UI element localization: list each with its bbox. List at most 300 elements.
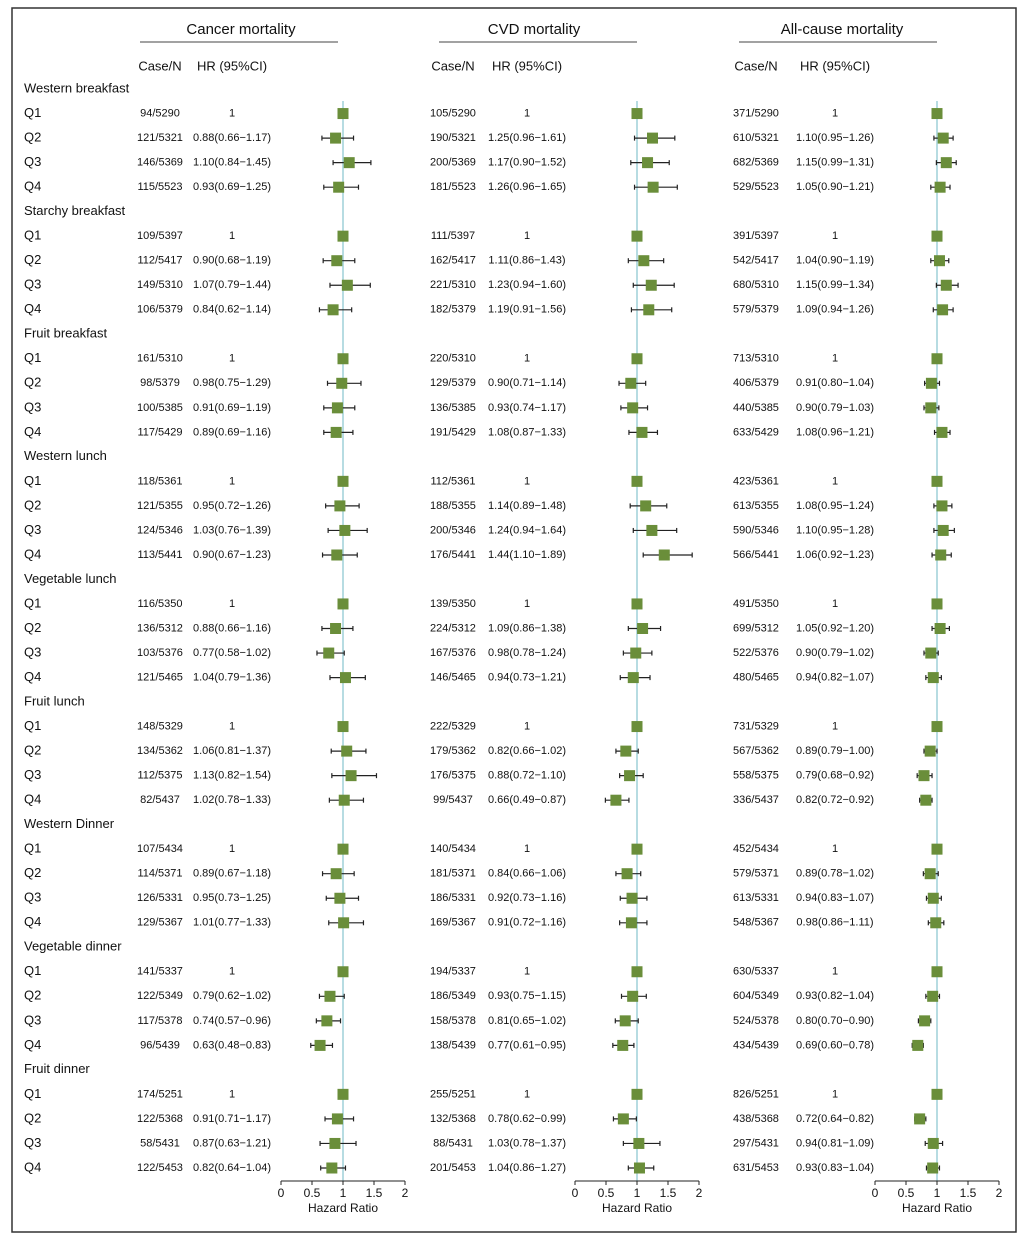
hr-point-marker <box>323 648 334 659</box>
case-count: 633/5429 <box>733 426 779 439</box>
quartile-label: Q3 <box>24 1134 42 1150</box>
case-count: 438/5368 <box>733 1112 779 1125</box>
hr-point-marker <box>331 427 342 438</box>
hazard-ratio-value: 1.05(0.90−1.21) <box>796 181 874 194</box>
case-count: 440/5385 <box>733 401 779 414</box>
case-count: 58/5431 <box>140 1137 180 1150</box>
case-count: 169/5367 <box>430 916 476 929</box>
x-tick-label: 0.5 <box>897 1186 915 1201</box>
hr-point-marker <box>914 1113 925 1124</box>
case-count: 109/5397 <box>137 230 183 243</box>
hazard-ratio-value: 0.98(0.86−1.11) <box>796 916 874 929</box>
hazard-ratio-value: 0.90(0.79−1.02) <box>796 646 874 659</box>
case-count: 524/5378 <box>733 1014 779 1027</box>
hr-point-marker <box>632 1089 643 1100</box>
case-count: 336/5437 <box>733 794 779 807</box>
case-count: 522/5376 <box>733 646 779 659</box>
quartile-label: Q4 <box>24 1159 42 1175</box>
case-count: 139/5350 <box>430 597 476 610</box>
hr-point-marker <box>326 1163 337 1174</box>
case-count: 122/5349 <box>137 990 183 1003</box>
hazard-ratio-value: 1 <box>523 1088 531 1101</box>
hazard-ratio-value: 1.13(0.82−1.54) <box>193 769 271 782</box>
group-label: Western Dinner <box>24 816 115 832</box>
group-label: Western lunch <box>24 448 107 464</box>
hr-point-marker <box>932 966 943 977</box>
group-label: Starchy breakfast <box>24 203 126 219</box>
hr-point-marker <box>932 721 943 732</box>
hr-point-marker <box>331 868 342 879</box>
hazard-ratio-value: 0.69(0.60−0.78) <box>796 1039 874 1052</box>
x-axis-label: Hazard Ratio <box>601 1201 673 1216</box>
hazard-ratio-value: 1 <box>523 720 531 733</box>
case-count: 391/5397 <box>733 230 779 243</box>
case-count: 826/5251 <box>733 1088 779 1101</box>
hr-point-marker <box>932 108 943 119</box>
hazard-ratio-value: 0.81(0.65−1.02) <box>488 1014 566 1027</box>
group-label: Vegetable dinner <box>24 938 122 954</box>
hr-point-marker <box>941 157 952 168</box>
case-count: 121/5355 <box>137 499 183 512</box>
quartile-label: Q4 <box>24 178 42 194</box>
column-header-cases: Case/N <box>734 58 778 74</box>
hr-point-marker <box>638 255 649 266</box>
hr-point-marker <box>333 182 344 193</box>
hazard-ratio-value: 1 <box>228 597 236 610</box>
case-count: 371/5290 <box>733 107 779 120</box>
hr-point-marker <box>630 648 641 659</box>
quartile-label: Q2 <box>24 619 42 635</box>
hazard-ratio-value: 0.98(0.75−1.29) <box>193 377 271 390</box>
case-count: 96/5439 <box>140 1039 180 1052</box>
group-label: Fruit breakfast <box>24 325 108 341</box>
hr-point-marker <box>925 402 936 413</box>
hr-point-marker <box>331 550 342 561</box>
case-count: 221/5310 <box>430 279 476 292</box>
case-count: 167/5376 <box>430 646 476 659</box>
hazard-ratio-value: 1 <box>831 107 839 120</box>
hazard-ratio-value: 1.07(0.79−1.44) <box>193 279 271 292</box>
case-count: 255/5251 <box>430 1088 476 1101</box>
hazard-ratio-value: 0.92(0.73−1.16) <box>488 892 566 905</box>
group-label: Fruit dinner <box>24 1061 90 1077</box>
hr-point-marker <box>341 746 352 757</box>
hazard-ratio-value: 1.01(0.77−1.33) <box>193 916 271 929</box>
hr-point-marker <box>633 1138 644 1149</box>
case-count: 82/5437 <box>140 794 180 807</box>
column-header-hr: HR (95%CI) <box>491 58 563 74</box>
case-count: 631/5453 <box>733 1161 779 1174</box>
case-count: 176/5441 <box>430 548 476 561</box>
case-count: 129/5379 <box>430 377 476 390</box>
hr-point-marker <box>338 598 349 609</box>
case-count: 191/5429 <box>430 426 476 439</box>
hazard-ratio-value: 0.80(0.70−0.90) <box>796 1014 874 1027</box>
case-count: 116/5350 <box>137 597 183 610</box>
hr-point-marker <box>934 255 945 266</box>
case-count: 179/5362 <box>430 745 476 758</box>
quartile-label: Q4 <box>24 669 42 685</box>
hr-point-marker <box>632 476 643 487</box>
hazard-ratio-value: 1.10(0.95−1.28) <box>796 524 874 537</box>
quartile-label: Q2 <box>24 742 42 758</box>
hr-point-marker <box>329 1138 340 1149</box>
hazard-ratio-value: 1 <box>523 230 531 243</box>
hazard-ratio-value: 0.95(0.72−1.26) <box>193 499 271 512</box>
hr-point-marker <box>636 427 647 438</box>
case-count: 713/5310 <box>733 352 779 365</box>
quartile-label: Q1 <box>24 595 42 611</box>
case-count: 129/5367 <box>137 916 183 929</box>
hazard-ratio-value: 1 <box>228 475 236 488</box>
quartile-label: Q2 <box>24 252 42 268</box>
case-count: 567/5362 <box>733 745 779 758</box>
panel-title: Cancer mortality <box>186 20 296 38</box>
hazard-ratio-value: 1 <box>228 107 236 120</box>
case-count: 200/5346 <box>430 524 476 537</box>
case-count: 100/5385 <box>137 401 183 414</box>
hazard-ratio-value: 1.44(1.10−1.89) <box>488 548 566 561</box>
hazard-ratio-value: 1.06(0.81−1.37) <box>193 745 271 758</box>
hr-point-marker <box>618 1113 629 1124</box>
quartile-label: Q4 <box>24 423 42 439</box>
hazard-ratio-value: 0.87(0.63−1.21) <box>193 1137 271 1150</box>
hr-point-marker <box>336 378 347 389</box>
x-tick-label: 1 <box>633 1186 641 1201</box>
case-count: 107/5434 <box>137 843 183 856</box>
hr-point-marker <box>640 500 651 511</box>
hr-point-marker <box>625 378 636 389</box>
hazard-ratio-value: 0.78(0.62−0.99) <box>488 1112 566 1125</box>
hazard-ratio-value: 0.88(0.72−1.10) <box>488 769 566 782</box>
hazard-ratio-value: 0.82(0.64−1.04) <box>193 1161 271 1174</box>
hazard-ratio-value: 1 <box>831 597 839 610</box>
hr-point-marker <box>339 525 350 536</box>
hr-point-marker <box>344 157 355 168</box>
hazard-ratio-value: 1.09(0.94−1.26) <box>796 303 874 316</box>
hazard-ratio-value: 0.91(0.71−1.17) <box>193 1112 271 1125</box>
hazard-ratio-value: 1.10(0.84−1.45) <box>193 156 271 169</box>
x-tick-label: 1.5 <box>365 1186 383 1201</box>
x-tick-label: 0 <box>871 1186 879 1201</box>
hr-point-marker <box>938 133 949 144</box>
hazard-ratio-value: 1.24(0.94−1.64) <box>488 524 566 537</box>
hazard-ratio-value: 0.90(0.67−1.23) <box>193 548 271 561</box>
hr-point-marker <box>617 1040 628 1051</box>
case-count: 121/5321 <box>137 132 183 145</box>
quartile-label: Q4 <box>24 301 42 317</box>
hazard-ratio-value: 1.04(0.79−1.36) <box>193 671 271 684</box>
hr-point-marker <box>932 844 943 855</box>
hr-point-marker <box>912 1040 923 1051</box>
hr-point-marker <box>928 1138 939 1149</box>
hazard-ratio-value: 1.08(0.96−1.21) <box>796 426 874 439</box>
hr-point-marker <box>632 721 643 732</box>
hazard-ratio-value: 1.03(0.78−1.37) <box>488 1137 566 1150</box>
hazard-ratio-value: 1.09(0.86−1.38) <box>488 622 566 635</box>
case-count: 610/5321 <box>733 132 779 145</box>
hazard-ratio-value: 0.77(0.61−0.95) <box>488 1039 566 1052</box>
case-count: 548/5367 <box>733 916 779 929</box>
hazard-ratio-value: 1 <box>228 965 236 978</box>
quartile-label: Q3 <box>24 644 42 660</box>
hazard-ratio-value: 0.93(0.83−1.04) <box>796 1161 874 1174</box>
hazard-ratio-value: 1.26(0.96−1.65) <box>488 181 566 194</box>
quartile-label: Q1 <box>24 963 42 979</box>
hr-point-marker <box>338 108 349 119</box>
case-count: 146/5369 <box>137 156 183 169</box>
x-tick-label: 1 <box>339 1186 347 1201</box>
hazard-ratio-value: 1 <box>228 1088 236 1101</box>
hr-point-marker <box>627 893 638 904</box>
quartile-label: Q4 <box>24 1036 42 1052</box>
case-count: 105/5290 <box>430 107 476 120</box>
hazard-ratio-value: 0.93(0.69−1.25) <box>193 181 271 194</box>
quartile-label: Q3 <box>24 399 42 415</box>
hr-point-marker <box>927 991 938 1002</box>
hazard-ratio-value: 1 <box>831 965 839 978</box>
hazard-ratio-value: 0.82(0.72−0.92) <box>796 794 874 807</box>
case-count: 158/5378 <box>430 1014 476 1027</box>
hr-point-marker <box>920 795 931 806</box>
hr-point-marker <box>632 966 643 977</box>
hr-point-marker <box>340 672 351 683</box>
case-count: 579/5379 <box>733 303 779 316</box>
hazard-ratio-value: 0.94(0.82−1.07) <box>796 671 874 684</box>
case-count: 680/5310 <box>733 279 779 292</box>
hazard-ratio-value: 1.04(0.90−1.19) <box>796 254 874 267</box>
hazard-ratio-value: 0.91(0.80−1.04) <box>796 377 874 390</box>
hr-point-marker <box>642 157 653 168</box>
quartile-label: Q1 <box>24 227 42 243</box>
hr-point-marker <box>932 1089 943 1100</box>
case-count: 136/5312 <box>137 622 183 635</box>
case-count: 558/5375 <box>733 769 779 782</box>
case-count: 98/5379 <box>140 377 180 390</box>
hazard-ratio-value: 0.88(0.66−1.16) <box>193 622 271 635</box>
quartile-label: Q3 <box>24 521 42 537</box>
hr-point-marker <box>928 672 939 683</box>
case-count: 406/5379 <box>733 377 779 390</box>
hr-point-marker <box>928 893 939 904</box>
case-count: 118/5361 <box>137 475 183 488</box>
hr-point-marker <box>315 1040 326 1051</box>
case-count: 186/5349 <box>430 990 476 1003</box>
x-tick-label: 1.5 <box>659 1186 677 1201</box>
hr-point-marker <box>334 893 345 904</box>
hazard-ratio-value: 1 <box>831 1088 839 1101</box>
case-count: 121/5465 <box>137 671 183 684</box>
quartile-label: Q3 <box>24 276 42 292</box>
hr-point-marker <box>346 770 357 781</box>
hazard-ratio-value: 1.23(0.94−1.60) <box>488 279 566 292</box>
hr-point-marker <box>338 844 349 855</box>
case-count: 115/5523 <box>137 181 183 194</box>
hazard-ratio-value: 0.89(0.78−1.02) <box>796 867 874 880</box>
hazard-ratio-value: 0.93(0.74−1.17) <box>488 401 566 414</box>
hr-point-marker <box>334 500 345 511</box>
hazard-ratio-value: 0.93(0.82−1.04) <box>796 990 874 1003</box>
hr-point-marker <box>632 844 643 855</box>
hazard-ratio-value: 1 <box>228 720 236 733</box>
hazard-ratio-value: 0.89(0.79−1.00) <box>796 745 874 758</box>
x-tick-label: 2 <box>995 1186 1003 1201</box>
case-count: 434/5439 <box>733 1039 779 1052</box>
hazard-ratio-value: 1 <box>831 230 839 243</box>
hr-point-marker <box>930 917 941 928</box>
case-count: 88/5431 <box>433 1137 473 1150</box>
x-tick-label: 0 <box>277 1186 285 1201</box>
hr-point-marker <box>935 182 946 193</box>
case-count: 146/5465 <box>430 671 476 684</box>
case-count: 297/5431 <box>733 1137 779 1150</box>
quartile-label: Q4 <box>24 546 42 562</box>
hr-point-marker <box>926 378 937 389</box>
hr-point-marker <box>935 623 946 634</box>
case-count: 222/5329 <box>430 720 476 733</box>
hazard-ratio-value: 1.10(0.95−1.26) <box>796 132 874 145</box>
case-count: 224/5312 <box>430 622 476 635</box>
hr-point-marker <box>627 991 638 1002</box>
case-count: 112/5361 <box>430 475 476 488</box>
hazard-ratio-value: 0.98(0.78−1.24) <box>488 646 566 659</box>
group-label: Fruit lunch <box>24 693 85 709</box>
case-count: 114/5371 <box>137 867 183 880</box>
x-tick-label: 2 <box>401 1186 409 1201</box>
quartile-label: Q3 <box>24 1012 42 1028</box>
case-count: 188/5355 <box>430 499 476 512</box>
case-count: 186/5331 <box>430 892 476 905</box>
hazard-ratio-value: 1.25(0.96−1.61) <box>488 132 566 145</box>
quartile-label: Q2 <box>24 374 42 390</box>
hazard-ratio-value: 1.05(0.92−1.20) <box>796 622 874 635</box>
quartile-label: Q1 <box>24 1085 42 1101</box>
hazard-ratio-value: 1.06(0.92−1.23) <box>796 548 874 561</box>
case-count: 103/5376 <box>137 646 183 659</box>
hazard-ratio-value: 1 <box>523 352 531 365</box>
hr-point-marker <box>338 917 349 928</box>
quartile-label: Q1 <box>24 840 42 856</box>
case-count: 220/5310 <box>430 352 476 365</box>
case-count: 201/5453 <box>430 1161 476 1174</box>
hazard-ratio-value: 0.84(0.62−1.14) <box>193 303 271 316</box>
case-count: 604/5349 <box>733 990 779 1003</box>
hr-point-marker <box>632 108 643 119</box>
case-count: 124/5346 <box>137 524 183 537</box>
hazard-ratio-value: 0.94(0.81−1.09) <box>796 1137 874 1150</box>
column-header-cases: Case/N <box>431 58 475 74</box>
hazard-ratio-value: 1 <box>523 107 531 120</box>
hazard-ratio-value: 0.89(0.69−1.16) <box>193 426 271 439</box>
group-label: Vegetable lunch <box>24 570 117 586</box>
hr-point-marker <box>331 255 342 266</box>
hazard-ratio-value: 0.91(0.72−1.16) <box>488 916 566 929</box>
case-count: 106/5379 <box>137 303 183 316</box>
quartile-label: Q2 <box>24 497 42 513</box>
hr-point-marker <box>338 353 349 364</box>
hazard-ratio-value: 1.15(0.99−1.34) <box>796 279 874 292</box>
case-count: 122/5368 <box>137 1112 183 1125</box>
case-count: 566/5441 <box>733 548 779 561</box>
hazard-ratio-value: 0.77(0.58−1.02) <box>193 646 271 659</box>
hazard-ratio-value: 1 <box>523 597 531 610</box>
hazard-ratio-value: 0.66(0.49−0.87) <box>488 794 566 807</box>
hazard-ratio-value: 1.04(0.86−1.27) <box>488 1161 566 1174</box>
hr-point-marker <box>634 1163 645 1174</box>
x-tick-label: 0.5 <box>303 1186 321 1201</box>
hazard-ratio-value: 1 <box>831 352 839 365</box>
hazard-ratio-value: 0.94(0.73−1.21) <box>488 671 566 684</box>
hazard-ratio-value: 1 <box>228 230 236 243</box>
case-count: 141/5337 <box>137 965 183 978</box>
hazard-ratio-value: 1 <box>523 843 531 856</box>
hazard-ratio-value: 0.90(0.71−1.14) <box>488 377 566 390</box>
hr-point-marker <box>925 746 936 757</box>
case-count: 181/5523 <box>430 181 476 194</box>
hazard-ratio-value: 1.02(0.78−1.33) <box>193 794 271 807</box>
case-count: 113/5441 <box>137 548 183 561</box>
hr-point-marker <box>321 1015 332 1026</box>
panel-title: CVD mortality <box>487 20 581 38</box>
hazard-ratio-value: 0.72(0.64−0.82) <box>796 1112 874 1125</box>
hazard-ratio-value: 1 <box>523 965 531 978</box>
hr-point-marker <box>328 304 339 315</box>
hr-point-marker <box>646 525 657 536</box>
quartile-label: Q2 <box>24 987 42 1003</box>
hr-point-marker <box>622 868 633 879</box>
case-count: 630/5337 <box>733 965 779 978</box>
quartile-label: Q4 <box>24 791 42 807</box>
panel-title: All-cause mortality <box>780 20 904 38</box>
hr-point-marker <box>626 917 637 928</box>
hr-point-marker <box>937 304 948 315</box>
hr-point-marker <box>936 427 947 438</box>
hazard-ratio-value: 0.79(0.62−1.02) <box>193 990 271 1003</box>
x-axis-label: Hazard Ratio <box>901 1201 973 1216</box>
hazard-ratio-value: 1.03(0.76−1.39) <box>193 524 271 537</box>
case-count: 423/5361 <box>733 475 779 488</box>
hazard-ratio-value: 0.82(0.66−1.02) <box>488 745 566 758</box>
case-count: 176/5375 <box>430 769 476 782</box>
x-tick-label: 1.5 <box>959 1186 977 1201</box>
hazard-ratio-value: 0.93(0.75−1.15) <box>488 990 566 1003</box>
hr-point-marker <box>330 623 341 634</box>
case-count: 613/5331 <box>733 892 779 905</box>
hr-point-marker <box>919 1015 930 1026</box>
hazard-ratio-value: 1.14(0.89−1.48) <box>488 499 566 512</box>
hr-point-marker <box>620 746 631 757</box>
hazard-ratio-value: 0.84(0.66−1.06) <box>488 867 566 880</box>
hazard-ratio-value: 0.63(0.48−0.83) <box>193 1039 271 1052</box>
hr-point-marker <box>941 280 952 291</box>
hazard-ratio-value: 1 <box>831 475 839 488</box>
hr-point-marker <box>330 133 341 144</box>
case-count: 182/5379 <box>430 303 476 316</box>
hr-point-marker <box>936 500 947 511</box>
case-count: 613/5355 <box>733 499 779 512</box>
hr-point-marker <box>338 1089 349 1100</box>
case-count: 132/5368 <box>430 1112 476 1125</box>
hazard-ratio-value: 0.89(0.67−1.18) <box>193 867 271 880</box>
hr-point-marker <box>932 231 943 242</box>
case-count: 162/5417 <box>430 254 476 267</box>
hr-point-marker <box>627 402 638 413</box>
quartile-label: Q3 <box>24 889 42 905</box>
quartile-label: Q1 <box>24 472 42 488</box>
hazard-ratio-value: 0.79(0.68−0.92) <box>796 769 874 782</box>
case-count: 140/5434 <box>430 843 476 856</box>
x-tick-label: 1 <box>933 1186 941 1201</box>
